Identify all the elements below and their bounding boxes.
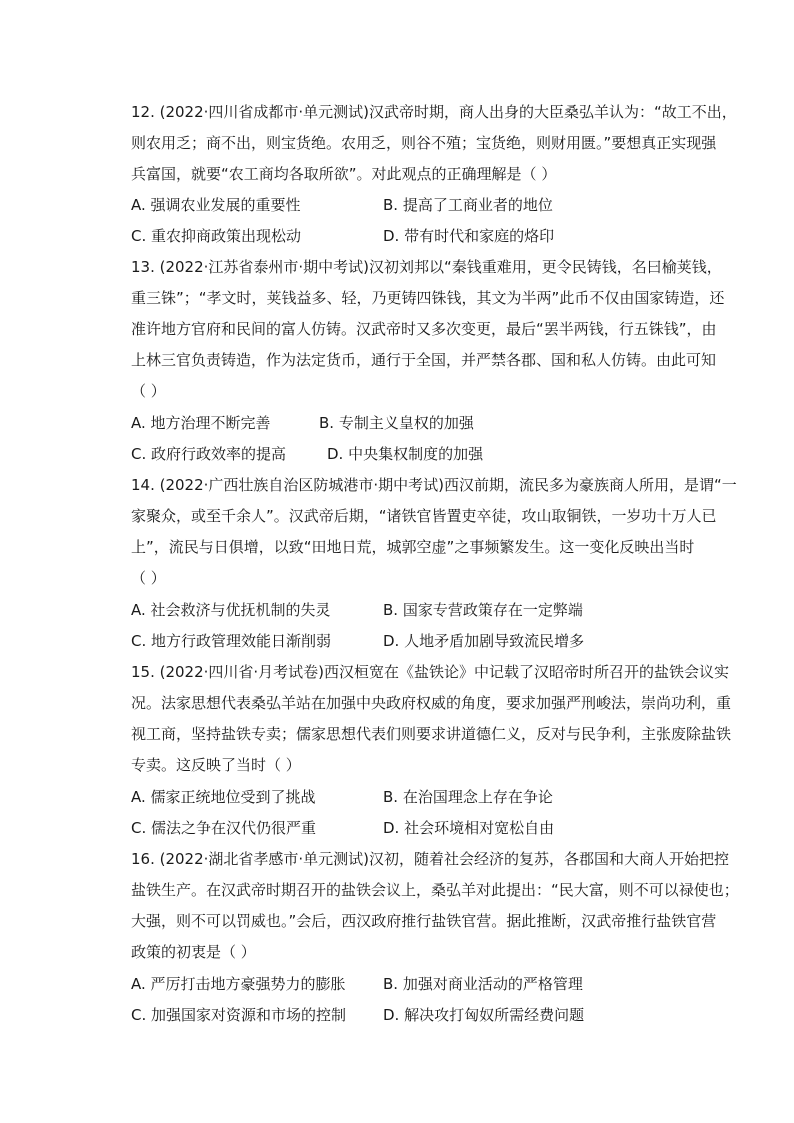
question-stem-line: 视工商，坚持盐铁专卖；儒家思想代表们则要求讲道德仁义，反对与民争利，主张废除盐铁	[131, 725, 732, 743]
option-d[interactable]: D. 解决攻打匈奴所需经费问题	[383, 1006, 585, 1024]
option-d[interactable]: D. 中央集权制度的加强	[327, 445, 484, 463]
question-12	[131, 97, 737, 190]
option-d[interactable]: D. 人地矛盾加剧导致流民增多	[383, 632, 585, 650]
question-stem-line: 重三铢”；“孝文时，荚钱益多、轻，乃更铸四铢钱，其文为半两”此币不仅由国家铸造，还	[131, 289, 725, 307]
question-14	[131, 470, 737, 594]
option-d[interactable]: D. 社会环境相对宽松自由	[383, 819, 555, 837]
question-stem-line: 则农用乏；商不出，则宝货绝。农用乏，则谷不殖；宝货绝，则财用匮。”要想真正实现强	[131, 134, 717, 152]
question-stem-line: 14. (2022·广西壮族自治区防城港市·期中考试)西汉前期，流民多为豪族商人所用，是谓“一	[131, 476, 737, 494]
question-stem-line: 家聚众，或至千余人”。汉武帝后期，“诸铁官皆置吏卒徒，攻山取铜铁，一岁功十万人已	[131, 507, 717, 525]
question-stem-line: 大强，则不可以罚威也。”会后，西汉政府推行盐铁官营。据此推断，汉武帝推行盐铁官营	[131, 912, 717, 930]
option-a[interactable]: A. 儒家正统地位受到了挑战	[131, 788, 316, 806]
question-13	[131, 252, 725, 407]
option-a[interactable]: A. 严厉打击地方豪强势力的膨胀	[131, 975, 346, 993]
question-16	[131, 844, 739, 968]
option-a[interactable]: A. 地方治理不断完善	[131, 414, 271, 432]
question-stem-line: 兵富国，就要“农工商均各取所欲”。对此观点的正确理解是（ ）	[131, 165, 557, 183]
question-stem-line: 13. (2022·江苏省泰州市·期中考试)汉初刘邦以“秦钱重难用，更令民铸钱，名曰榆荚钱，	[131, 258, 722, 276]
option-b[interactable]: B. 专制主义皇权的加强	[319, 414, 474, 432]
question-15	[131, 657, 732, 781]
question-stem-line: （ ）	[131, 382, 166, 400]
question-stem-line: 专卖。这反映了当时（ ）	[131, 756, 301, 774]
option-b[interactable]: B. 国家专营政策存在一定弊端	[383, 601, 583, 619]
question-stem-line: 况。法家思想代表桑弘羊站在加强中央政府权威的角度，要求加强严刑峻法，崇尚功利，重	[131, 694, 732, 712]
question-stem-line: 15. (2022·四川省·月考试卷)西汉桓宽在《盐铁论》中记载了汉昭帝时所召开的盐铁会议实	[131, 663, 730, 681]
option-c[interactable]: C. 地方行政管理效能日渐削弱	[131, 632, 332, 650]
question-stem-line: （ ）	[131, 569, 166, 587]
option-c[interactable]: C. 政府行政效率的提高	[131, 445, 287, 463]
question-stem-line: 上”，流民与日俱增，以致“田地日荒，城郭空虚”之事频繁发生。这一变化反映出当时	[131, 538, 695, 556]
option-b[interactable]: B. 在治国理念上存在争论	[383, 788, 553, 806]
option-a[interactable]: A. 社会救济与优抚机制的失灵	[131, 601, 331, 619]
question-stem-line: 上林三官负责铸造，作为法定货币，通行于全国，并严禁各郡、国和私人仿铸。由此可知	[131, 351, 717, 369]
option-d[interactable]: D. 带有时代和家庭的烙印	[383, 227, 555, 245]
option-c[interactable]: C. 加强国家对资源和市场的控制	[131, 1006, 347, 1024]
option-a[interactable]: A. 强调农业发展的重要性	[131, 196, 301, 214]
option-c[interactable]: C. 儒法之争在汉代仍很严重	[131, 819, 317, 837]
question-stem-line: 政策的初衷是（ ）	[131, 943, 256, 961]
option-c[interactable]: C. 重农抑商政策出现松动	[131, 227, 302, 245]
question-stem-line: 12. (2022·四川省成都市·单元测试)汉武帝时期，商人出身的大臣桑弘羊认为：“故工不出，	[131, 103, 737, 121]
question-stem-line: 准许地方官府和民间的富人仿铸。汉武帝时又多次变更，最后“罢半两钱，行五铢钱”，由	[131, 320, 717, 338]
question-stem-line: 盐铁生产。在汉武帝时期召开的盐铁会议上，桑弘羊对此提出：“民大富，则不可以禄使也；	[131, 881, 739, 899]
option-b[interactable]: B. 加强对商业活动的严格管理	[383, 975, 583, 993]
question-stem-line: 16. (2022·湖北省孝感市·单元测试)汉初，随着社会经济的复苏，各郡国和大商人开始把控	[131, 850, 730, 868]
option-b[interactable]: B. 提高了工商业者的地位	[383, 196, 553, 214]
